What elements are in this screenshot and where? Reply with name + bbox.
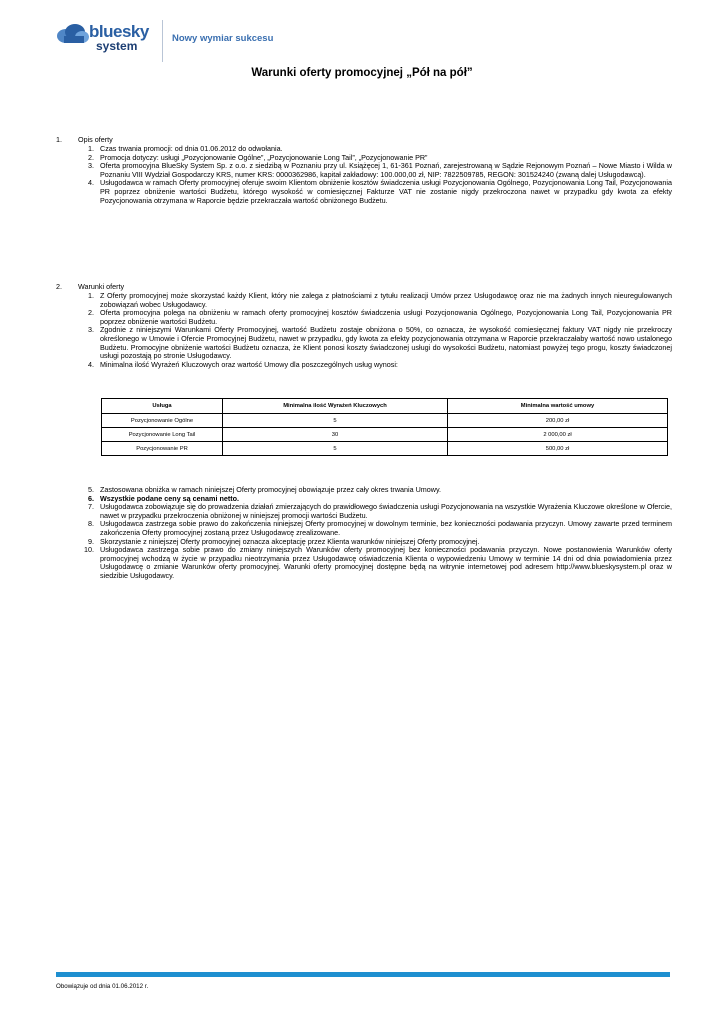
item-text: Usługodawca zobowiązuje się do prowadzenia działań zmierzających do prawidłowego świadczenia usługi Pozycjonowania na wszystkie Wyrażenia Kluczowe określone w Ofercie, nawet w przypadku przekroczenia obniżonej w niniejszej promocji wartości Budżetu. [100, 502, 672, 520]
item-number: 10. [84, 545, 94, 555]
list-item [56, 503, 672, 520]
table-header-cell: Minimalna wartość umowy [448, 399, 668, 414]
item-text: Usługodawca zastrzega sobie prawo do zakończenia niniejszej Oferty promocyjnej w dowolnym terminie, bez konieczności podawania przyczyn. Umowy zawarte przed terminem zakończenia Oferty promocyjnej zostaną przez Usługodawcę zrealizowane. [100, 519, 672, 537]
section-number: 2. [56, 282, 62, 291]
item-text: Czas trwania promocji: od dnia 01.06.2012 do odwołania. [100, 144, 283, 153]
item-number: 1. [88, 144, 94, 153]
list-item [56, 179, 672, 205]
item-text: Wszystkie podane ceny są cenami netto. [100, 493, 240, 503]
item-number: 3. [88, 325, 94, 335]
brand-name: bluesky [89, 22, 149, 41]
list-item [56, 292, 672, 309]
table-cell: 200,00 zł [448, 414, 668, 428]
list-item [56, 162, 672, 179]
section-opis-oferty [56, 136, 672, 205]
item-text: Promocja dotyczy: usługi „Pozycjonowanie Ogólne”, „Pozycjonowanie Long Tail”, „Pozycjonowanie PR” [100, 152, 428, 162]
item-number: 2. [88, 308, 94, 318]
section-warunki-oferty-cont [56, 486, 672, 581]
table-row [102, 414, 668, 428]
table-cell: Pozycjonowanie Ogólne [102, 414, 223, 428]
item-number: 7. [88, 502, 94, 512]
item-number: 4. [88, 359, 94, 369]
table-header-cell: Minimalna ilość Wyrażeń Kluczowych [223, 399, 448, 414]
section-list [56, 145, 672, 205]
item-text: Skorzystanie z niniejszej Oferty promocyjnej oznacza akceptację przez Klienta warunków niniejszej Oferty promocyjnej. [100, 536, 480, 546]
table-row [102, 428, 668, 442]
company-logo [56, 20, 296, 64]
table-cell: 5 [223, 442, 448, 456]
brand-tagline: Nowy wymiar sukcesu [172, 33, 274, 44]
item-number: 8. [88, 519, 94, 529]
table-cell: 5 [223, 414, 448, 428]
table-cell: Pozycjonowanie Long Tail [102, 428, 223, 442]
section-list [56, 486, 672, 581]
table-cell: 30 [223, 428, 448, 442]
footer-divider [56, 972, 670, 977]
section-title: Opis oferty [78, 135, 113, 144]
item-number: 6. [88, 493, 94, 503]
item-number: 2. [88, 152, 94, 162]
item-number: 3. [88, 161, 94, 171]
table-header-cell: Usługa [102, 399, 223, 414]
footer-validity-note: Obowiązuje od dnia 01.06.2012 r. [56, 983, 149, 990]
table-cell: Pozycjonowanie PR [102, 442, 223, 456]
item-text: Zastosowana obniżka w ramach niniejszej Oferty promocyjnej obowiązuje przez cały okres trwania Umowy. [100, 485, 442, 494]
item-text: Oferta promocyjna polega na obniżeniu w ramach oferty promocyjnej kosztów świadczenia usługi Pozycjonowania Ogólnego, Pozycjonowania Long Tail, Pozycjonowania PR poprzez obniżenie wartości Budżetu. [100, 308, 672, 326]
item-number: 9. [88, 536, 94, 546]
table-row [102, 442, 668, 456]
item-text: Z Oferty promocyjnej może skorzystać każdy Klient, który nie zalega z płatnościami z tytułu realizacji Umów przez Usługodawcę oraz nie ma żadnych innych nieuregulowanych zobowiązań wobec Usługodawcy. [100, 291, 672, 309]
section-warunki-oferty [56, 283, 672, 369]
logo-divider [162, 20, 163, 62]
item-text: Usługodawca w ramach Oferty promocyjnej oferuje swoim Klientom obniżenie kosztów świadczenia usługi Pozycjonowania Ogólnego, Pozycjonowania Long Tail, Pozycjonowania PR poprzez obniżenie wartości Budżetu, którego wysokość w comiesięcznej Fakturze VAT nie zostanie nigdy przekroczona nawet w przypadku gdy kwota za efekty Pozycjonowania otrzymana w Raporcie będzie przekraczała wartość obniżonego Budżetu. [100, 178, 672, 205]
table-cell: 500,00 zł [448, 442, 668, 456]
section-number: 1. [56, 135, 62, 144]
item-text: Oferta promocyjna BlueSky System Sp. z o.o. z siedzibą w Poznaniu przy ul. Książęcej 1, 61-361 Poznań, zarejestrowaną w Sądzie Rejonowym Poznań – Nowe Miasto i Wilda w Poznaniu VIII Wydział Gospodarczy KRS, numer KRS: 0000362986, kapitał zakładowy: 100.000,00 zł, NIP: 7822509785, REGON: 301524240 (zwaną dalej Usługodawcą). [100, 161, 672, 179]
section-list [56, 292, 672, 369]
item-number: 1. [88, 291, 94, 300]
item-text: Usługodawca zastrzega sobie prawo do zmiany niniejszych Warunków oferty promocyjnej bez konieczności podawania przyczyn. Nowe postanowienia Warunków oferty promocyjnej wchodzą w życie w przypadku nieotrzymania przez Usługodawcę oświadczenia Klienta o wypowiedzeniu Umowy w terminie 14 dni od dnia powiadomienia przez Usługodawcę o zmianie Warunków oferty promocyjnej. Warunki oferty promocyjnej dostępne będą na witrynie internetowej pod adresem http://www.blueskysystem.pl oraz w siedzibie Usługodawcy. [100, 545, 672, 580]
pricing-table [101, 398, 668, 456]
brand-subname: system [96, 39, 138, 53]
section-title: Warunki oferty [78, 282, 125, 291]
list-item [56, 546, 672, 580]
list-item [56, 520, 672, 537]
item-number: 4. [88, 178, 94, 188]
item-text: Zgodnie z niniejszymi Warunkami Oferty Promocyjnej, wartość Budżetu zostaje obniżona o 50%, co oznacza, że wysokość comiesięcznej faktury VAT nigdy nie przekroczy określonego w Umowie i Ofercie Promocyjnej Budżetu, nawet w przypadku, gdy kwota za efekty pozycjonowania otrzymana w Raporcie przekraczałaby wartość nowo ustalonego Budżetu. Promocyjne obniżenie wartości Budżetu oznacza, że Klient ponosi koszty świadczonej usługi do wysokości Budżetu, natomiast powyżej tego progu, koszty świadczonej usługi pozostają po stronie Usługodawcy. [100, 325, 672, 361]
table-header-row [102, 399, 668, 414]
document-title: Warunki oferty promocyjnej „Pół na pół” [251, 67, 473, 79]
cloud-icon [56, 22, 90, 48]
item-number: 5. [88, 485, 94, 494]
list-item [56, 326, 672, 360]
table-cell: 2 000,00 zł [448, 428, 668, 442]
item-text: Minimalna ilość Wyrażeń Kluczowych oraz wartość Umowy dla poszczególnych usług wynosi: [100, 359, 398, 369]
list-item [56, 361, 672, 370]
list-item [56, 309, 672, 326]
